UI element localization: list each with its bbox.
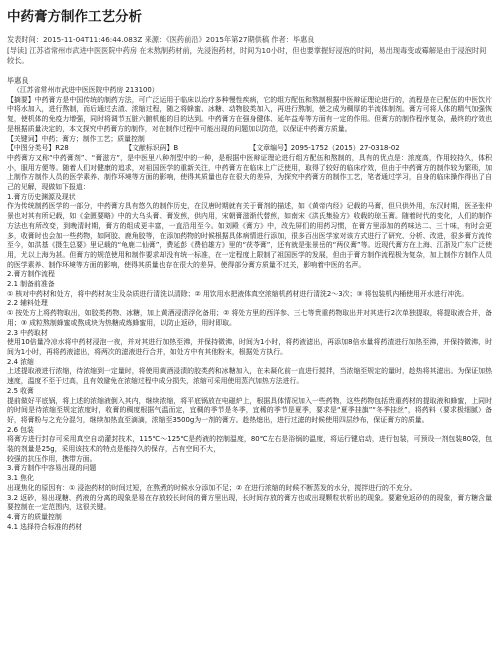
body-paragraph: 3.2 返砂，易出现糖、药液的分离的现象是易在存放较长时间的膏方里出现，长时间存放的膏方也或出现颗粒状析出的现象。要避免返砂的的现象，膏方糖含量要控制在一定范围内，这很关键。 [7,493,492,512]
subsection-heading: 4.1 选择符合标准的药材 [7,522,83,531]
body-paragraph: 中药膏方又称“中药膏剂”、“膏滋方”，是中医里八种剂型中的一种，是根据中医辩证理论进行组方配伍和熬制的，具有的优点是：浓度高，作用较持久，体积小，服用方便等。随着人们对健康的追求，对祖国医学的重新关注，中药膏方在临床上广泛使用，取得了较好的临床疗效，但由于中药膏方的制作较为繁琐，加上制作方制作人员的医学素养、制作环境等方面的影响，使得其质量也存在很大的差异，为探究中药膏方的制作工艺，笔者通过学习，自身的临床操作得出了自己的见解，现做如下报道： [7,153,492,192]
body-paragraph: 作为传统制药医学的一部分，中药膏方具有悠久的制作历史，在汉唐时期就有关于膏剂的描述，如《黄帝内经》记载的马膏，但只供外用，东汉时期，医圣张仲景也对其有所记载，如《金匮要略》中的大乌头膏、膏发煎，供内用，宋朝膏滋渐代替煎，如南宋《洪氏集验方》收载的琼玉膏。随着时代的变化，人们的制作方法也有所改变，到晚清时期，膏方的组成更丰富，一直沿用至今。如刘殿《膏方》中，改先屏们的用药习惯，在膏方里添加的药味达二、三十味，有时会更多，收膏时也会加一些药物，如阿胶、鹿角胶等，在添加药物的时候根据具体病情进行添加，很多百出医学家对该方式进行了研究、分析、改进，很多膏方流传至今，如洪基《摄生总要》里记载的“龟鹿二仙膏”，费延彭《费伯雄方》里的“茯苓膏”，还有就是张景岳的“两仪膏”等。近现代膏方在上海、江浙及广东广泛使用，尤以上海为甚。但膏方的规范使用和制作要求却没有统一标准，在一定程度上限制了祖国医学的发展，但由于膏方制作流程极为复杂，加上制作方制作人员的医学素养、制作环境等方面的影响，使得其质量也存在很大的差异，使得部分膏方质量不过关，影响着中医的名声。 [7,202,492,269]
author-name: 毕惠良 [7,76,29,85]
body-paragraph: 将膏方进行封存可采用真空自动灌封技术，115℃～125℃是药液的控制温度，80℃左右是浴锅的温度，将运行键启动，进行包装，可预设一剂包装80袋，包装的剂量是25g，采用该技术的特点是能持久的保存，占有空间不大， [7,435,492,454]
clc-code: 【中图分类号】R28 [7,144,69,153]
subsection-heading: 2.2 辅料处理 [7,299,48,308]
section-heading: 3.膏方制作中容易出现的问题 [7,464,97,473]
body-paragraph: 出现焦化的原因有：① 浸泡药材的时间过短，在熬煮的时候水分添加不足；② 在进行浓缩的时候不断蒸发的水分，搅拌进行的不充分。 [7,483,417,492]
section-heading: 4.膏方的质量控制 [7,512,62,521]
subsection-heading: 2.6 包装 [7,425,34,434]
doc-code: 【文献标识码】B [125,144,179,153]
section-heading: 1.膏方历史渊源及现状 [7,192,76,201]
article-lead: [导读] 江苏省常州市武进中医医院中药房 在未熬制药材前，先浸泡药材，时间为10小时，但也要掌握好浸泡的时间，易出现毒变或霉解是由于浸泡时间较长。 [7,46,487,65]
subsection-heading: 3.1 焦化 [7,474,34,483]
abstract: 【摘要】中药膏方是中国传统的制药方法，可广泛运用于临床以治疗多种慢性疾病，它的组方配伍和熬制根据中医辩证理论进行的，流程是在已配伍的中医饮片中将水加入，进行熬制，而后通过去渣、浓缩过程，随之将蜂蜜、冰糖、动物胶类加入，再进行熬制，使之成为稠厚的半流体制剂。膏方可将人体的精气加强恢复，使机体的免疫力增强，同时将调节五脏六腑机能的目的达到。中药膏方在强身健体、延年益寿等方面有一定的作用。但膏方的制作程序复杂，最终的疗效也是根据质量决定的，本文探究中药膏方的制作，对在制作过程中可能出现的问题加以防范，以保证中药膏方质量。 [7,95,492,133]
spacer [7,66,492,76]
article-number: 【文章编号】2095-1752（2015）27-0318-02 [249,144,400,153]
classification-line [7,144,492,154]
body-paragraph: ① 核对中药材和处方，将中药材灰尘及杂质进行清洗以清除；② 用饮用水把液体真空浓缩机药材进行清洗2～3次；③ 将包装机内桶使用开水进行冲洗。 [7,289,469,298]
body-paragraph: ① 按处方上将药物取出，如胶类药物、冰糖，加上黄酒浸渍浮化备用；② 将处方里的西洋参、三七等贵重药物取出并对其进行2次单独提取，将提取液合并，备用；③ 成粒熬制蜂蜜或熬成块为热糖成炼蜂蜜用，以防止返砂，用时即取。 [7,309,492,327]
body-paragraph: 较强的抗压作用，携带方面。 [7,454,97,463]
article-meta: 发表时间：2015-11-04T11:46:44.083Z 来源：《医药前沿》2015年第27期供稿 作者：毕惠良 [7,35,315,44]
body-paragraph: 上述提取液进行浓缩，待浓缩到一定量时，将使用黄酒浸渍的胶类药和冰糖加入，在未凝化前一直进行搅拌，当浓缩至规定的量时，趁热将其滤出。为保证加热速度，温度不至于过高，且有效避免在浓缩过程中成分损失，浓缩可采用使用蒸汽加热方法进行。 [7,367,492,386]
author-affiliation: （江苏省常州市武进中医医院中药房 213100） [13,86,159,94]
keywords: 【关键词】中药；膏方；制作工艺；质量控制 [7,134,145,143]
body-paragraph: 使用10倍量冷凉水将中药材浸泡一夜，并对其进行加热至沸，并保持微沸，时间为1小时，将药液滤出，再添加8倍水量将药渣进行加热至沸，并保持微沸，时间为1小时，再将药液滤出，将两次的滤液进行合并，如处方中有其他粉末，根据处方执行。 [7,338,492,356]
subsection-heading: 2.5 收膏 [7,386,34,395]
article-title: 中药膏方制作工艺分析 [7,9,142,25]
subsection-heading: 2.1 制备前准备 [7,280,55,289]
body-paragraph: 提前做好平底锅，将上述的浓缩液倒入其内，继续浓缩，将平底锅放在电磁炉上，根据具体情况加入一些药物，这些药物包括贵重药材的提取液和蜂蜜，上同时的时间是待浓缩至规定浓度时，收膏的稠度根据气温而定，宜稠的季节是冬季，宜稀的季节是夏季，要求是“夏季挂旗”“冬季挂丝”，将药料（要求极细腻）备好，将膏粉与之充分混匀，继续加热直至滴滴，浓缩至3500g为一剂的膏方。趁热熄出，进行过滤的时候使用四层纱布，保证膏方的质量。 [7,396,492,424]
subsection-heading: 2.4 浓缩 [7,357,34,366]
section-heading: 2.膏方制作流程 [7,270,55,279]
subsection-heading: 2.3 中药取材 [7,328,48,337]
